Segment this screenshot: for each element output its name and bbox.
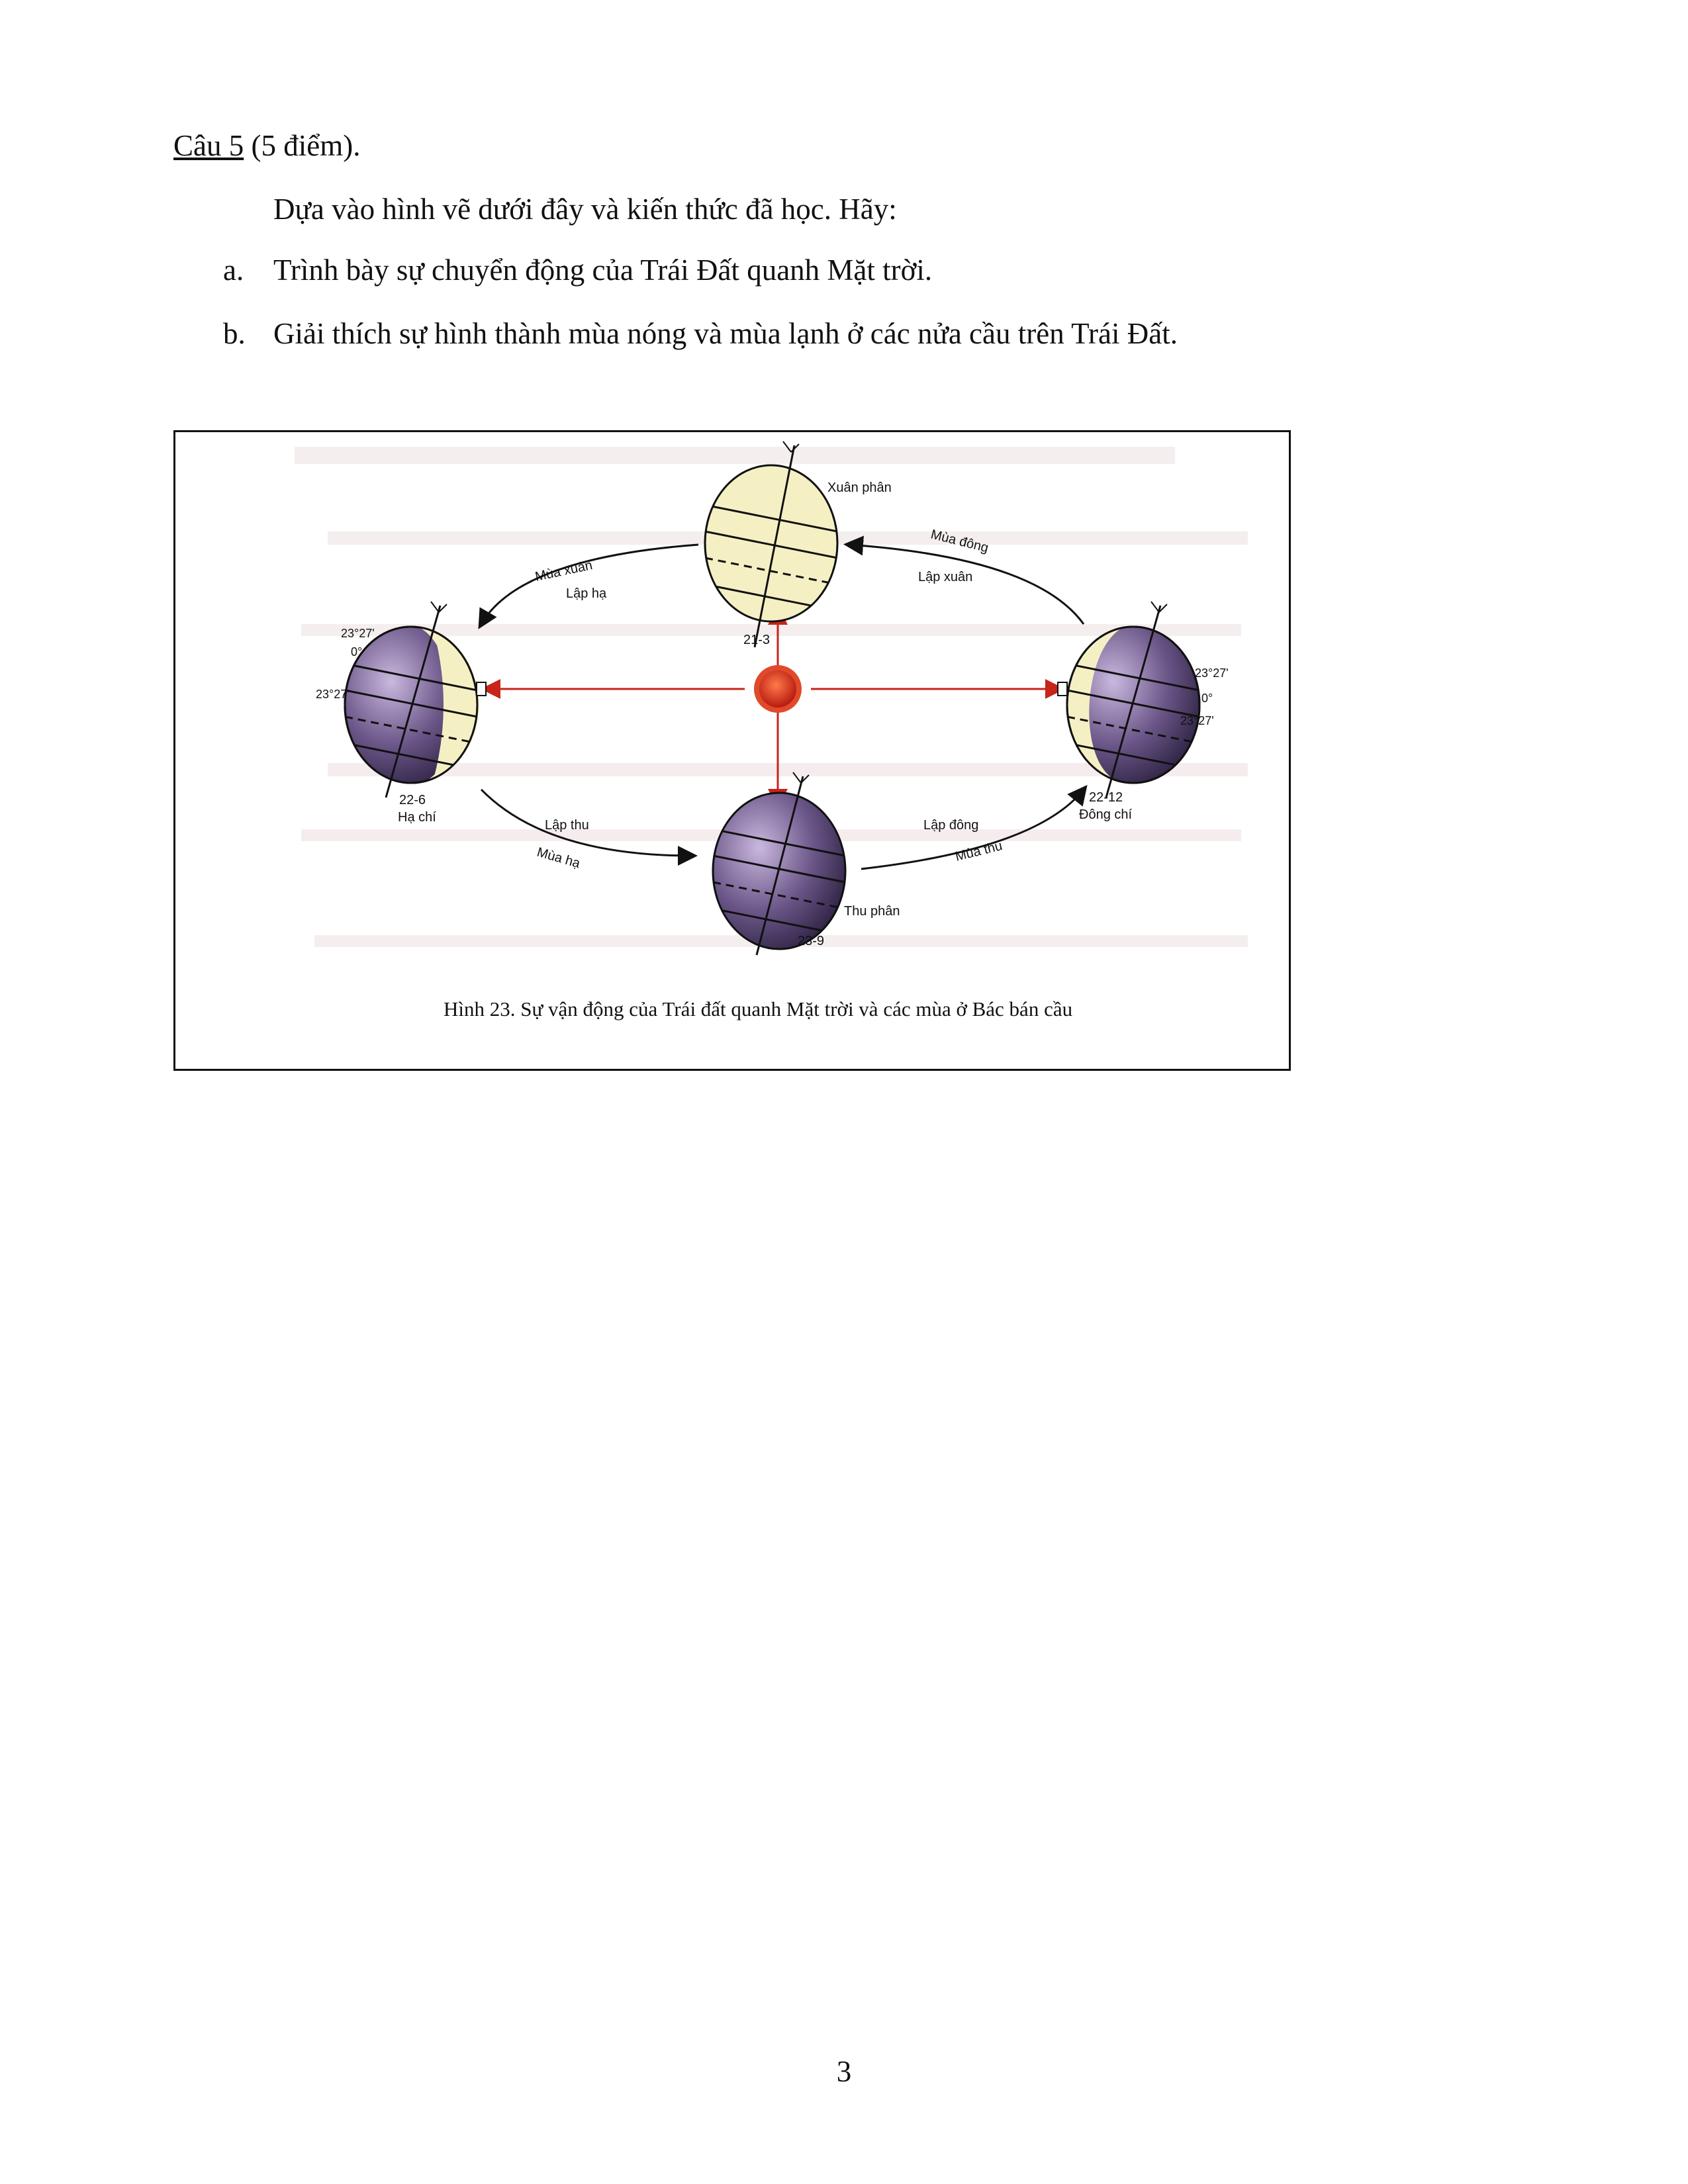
earth-orbit-diagram	[175, 432, 1289, 1069]
label-autumn-name: Thu phân	[844, 904, 900, 919]
orbit-arc-top-right	[849, 545, 1084, 624]
task-item-b	[223, 314, 1178, 353]
lat-right-tropic-north: 23°27'	[1195, 666, 1229, 680]
label-autumn-date: 23-9	[798, 934, 825, 948]
arc-bottom-left-season: Mùa hạ	[535, 844, 582, 872]
earth-spring-equinox	[705, 441, 837, 647]
label-spring-name: Xuân phân	[827, 480, 892, 495]
label-summer-date: 22-6	[399, 793, 426, 807]
label-spring-date: 21-3	[743, 633, 771, 647]
task-marker: a.	[223, 253, 244, 287]
arc-bottom-right-start: Lập đông	[923, 818, 979, 833]
figure-frame	[173, 430, 1291, 1071]
arc-top-right-start: Lập xuân	[918, 570, 973, 584]
question-label: Câu 5	[173, 129, 244, 162]
lat-right-tropic-south: 23°27'	[1180, 714, 1214, 727]
lat-left-tropic-south: 23°27'	[316, 688, 350, 701]
arc-top-left-season: Mùa xuân	[534, 558, 594, 584]
question-heading	[173, 126, 360, 165]
label-winter-date: 22-12	[1089, 790, 1123, 805]
lat-left-equator: 0°	[351, 645, 363, 659]
question-points: (5 điểm).	[244, 129, 361, 162]
earth-autumn-equinox	[713, 772, 845, 955]
arc-top-left-start: Lập hạ	[566, 586, 607, 601]
arc-bottom-right-season: Mùa thu	[953, 839, 1004, 864]
sun	[754, 665, 802, 713]
arc-top-right-season: Mùa đông	[929, 527, 990, 556]
label-winter-name: Đông chí	[1079, 807, 1133, 822]
page-number: 3	[836, 2055, 852, 2088]
label-summer-name: Hạ chí	[398, 810, 436, 825]
instruction-text: Dựa vào hình vẽ dưới đây và kiến thức đã học. Hãy:	[273, 193, 897, 226]
task-marker: b.	[223, 317, 246, 350]
arc-bottom-left-start: Lập thu	[545, 818, 589, 833]
task-item-a	[223, 250, 932, 290]
lat-left-tropic-north: 23°27'	[341, 627, 375, 640]
figure-caption: Hình 23. Sự vận động của Trái đất quanh Mặt trời và các mùa ở Bác bán cầu	[444, 997, 1073, 1021]
task-text: Trình bày sự chuyển động của Trái Đất quanh Mặt trời.	[273, 253, 933, 287]
task-text: Giải thích sự hình thành mùa nóng và mùa lạnh ở các nửa cầu trên Trái Đất.	[273, 317, 1178, 350]
lat-right-equator: 0°	[1201, 692, 1213, 705]
orbit-arc-top-left	[481, 545, 698, 624]
